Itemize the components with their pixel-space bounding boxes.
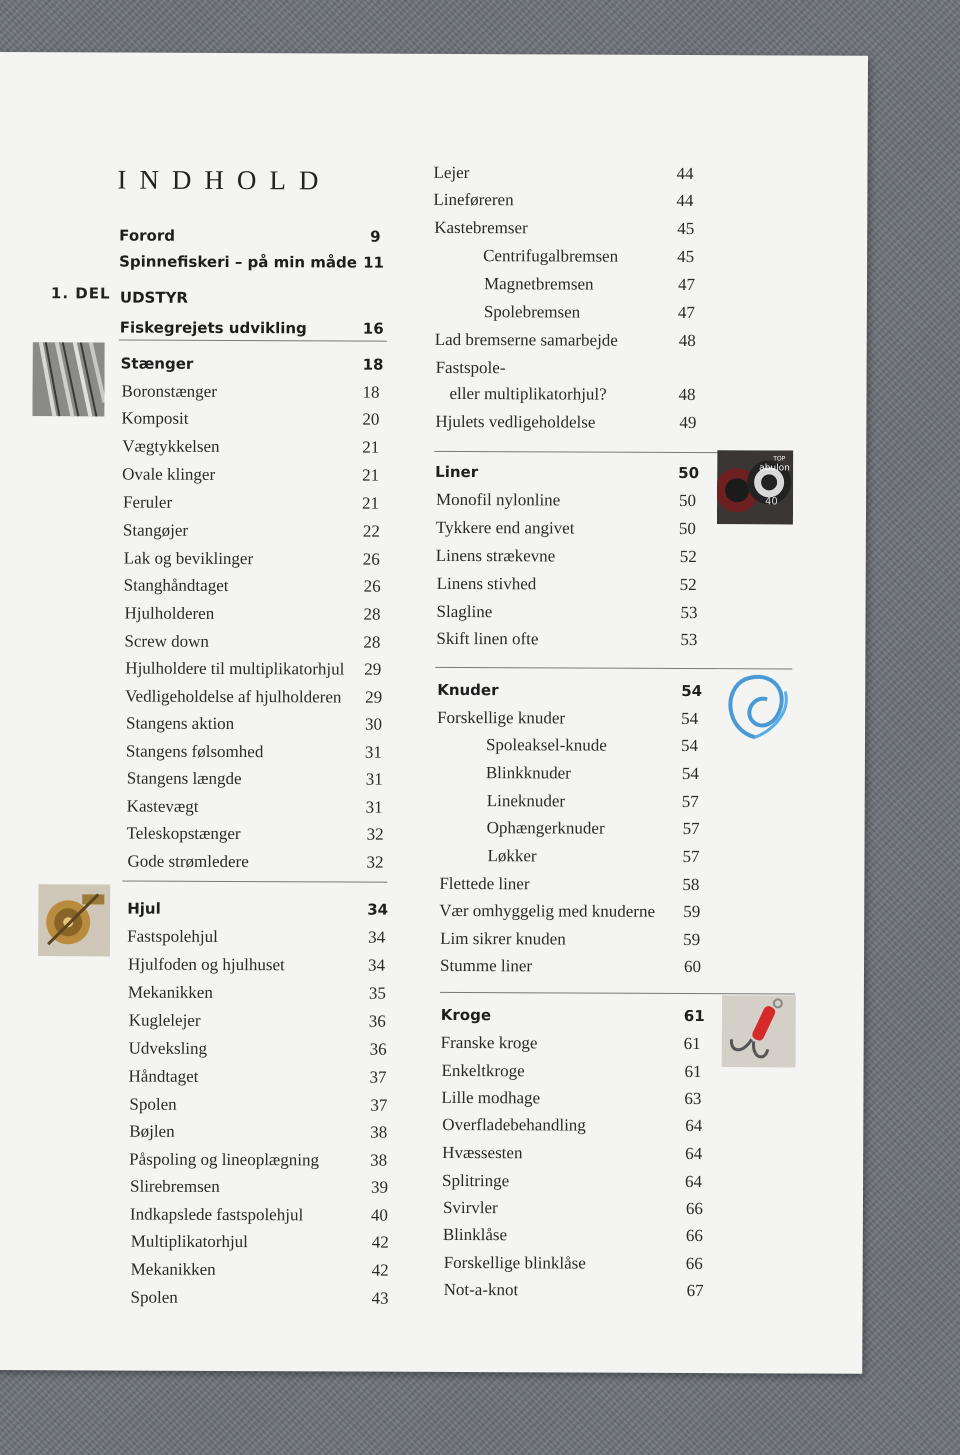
- toc-entry-page: 18: [362, 355, 384, 374]
- toc-entry-page: 34: [368, 927, 386, 947]
- toc-entry-page: 66: [685, 1199, 704, 1219]
- toc-entry-label: Lineknuder: [486, 791, 566, 811]
- toc-entry: [0, 869, 856, 899]
- toc-entry-label: Lad bremserne samarbejde: [434, 329, 618, 350]
- toc-entry-page: 60: [683, 956, 702, 977]
- toc-entry-page: 20: [362, 409, 380, 429]
- toc-entry-page: 18: [362, 382, 380, 402]
- toc-entry: [0, 758, 857, 788]
- toc-entry: [0, 297, 859, 327]
- toc-entry-label: Tykkere end angivet: [435, 517, 575, 538]
- toc-entry-label: Overfladebehandling: [442, 1114, 586, 1135]
- line-spool-image: [717, 450, 793, 524]
- toc-entry-label: Lille modhage: [441, 1087, 541, 1108]
- toc-entry-label: Blinklåse: [442, 1224, 508, 1245]
- toc-entry-label: Komposit: [121, 408, 189, 428]
- toc-entry-label: Hvæssesten: [442, 1142, 523, 1163]
- toc-entry-label: Løkker: [487, 846, 537, 866]
- toc-entry-page: 21: [362, 465, 380, 485]
- toc-entry-label: eller multiplikatorhjul?: [449, 383, 607, 404]
- toc-entry: [0, 813, 857, 843]
- toc-entry-label: Stumme liner: [439, 955, 533, 976]
- toc-entry-label: Lineføreren: [433, 189, 514, 210]
- toc-entry: [0, 241, 859, 271]
- toc-entry-label: Fastspole-: [435, 357, 506, 378]
- toc-entry-label: Mekanikken: [127, 982, 213, 1002]
- toc-entry: [0, 624, 857, 654]
- toc-entry-label: Blinkknuder: [485, 763, 571, 783]
- toc-entry-label: Indkapslede fastspolehjul: [129, 1204, 304, 1225]
- toc-entry: [0, 185, 859, 215]
- toc-entry-label: Slagline: [436, 601, 493, 622]
- toc-entry-page: 34: [367, 900, 389, 919]
- toc-entry: [0, 353, 859, 383]
- toc-entry-page: 48: [678, 330, 696, 351]
- toc-entry-page: 35: [368, 983, 386, 1003]
- toc-entry-label: Kastevægt: [126, 796, 199, 816]
- toc-entry-page: 49: [679, 412, 697, 433]
- toc-entry-label: Flettede liner: [439, 873, 530, 894]
- toc-entry-page: 31: [365, 797, 383, 817]
- toc-entry: [0, 379, 859, 409]
- toc-entry-page: 40: [370, 1205, 388, 1225]
- page-title: INDHOLD: [117, 164, 332, 196]
- toc-entry-page: 61: [684, 1061, 702, 1082]
- toc-entry-page: 61: [683, 1006, 705, 1026]
- toc-entry-label: Liner: [435, 462, 479, 482]
- toc-entry-label: Svirvler: [442, 1197, 498, 1218]
- toc-entry-label: Forord: [119, 226, 176, 245]
- toc-entry-page: 21: [362, 437, 380, 457]
- toc-entry-label: Ophængerknuder: [486, 818, 605, 838]
- toc-entry-label: Mekanikken: [130, 1259, 216, 1279]
- toc-entry: [0, 158, 860, 188]
- toc-entry-label: Spolen: [129, 1094, 177, 1114]
- toc-entry-page: 59: [683, 901, 701, 922]
- toc-entry: [0, 569, 858, 599]
- toc-entry-page: 61: [683, 1033, 701, 1054]
- toc-entry-label: Hjulfoden og hjulhuset: [127, 954, 285, 975]
- toc-entry: [0, 924, 856, 954]
- toc-entry-page: 57: [682, 846, 700, 867]
- toc-entry-page: 53: [680, 629, 698, 650]
- toc-entry-label: Hjulholderen: [124, 603, 215, 623]
- toc-entry-page: 29: [365, 687, 383, 707]
- toc-entry: [0, 1220, 855, 1250]
- toc-entry: [0, 841, 857, 871]
- toc-entry-label: Screw down: [124, 631, 209, 651]
- toc-entry-label: Teleskopstænger: [126, 823, 241, 844]
- toc-entry-page: 57: [682, 818, 700, 839]
- toc-entry-label: Forskellige knuder: [437, 707, 566, 728]
- toc-entry-label: Magnetbremsen: [483, 274, 594, 294]
- toc-entry-label: Vægtykkelsen: [122, 436, 220, 456]
- toc-entry-label: Stanghåndtaget: [123, 575, 229, 596]
- rods-image: [32, 342, 104, 416]
- toc-entry-page: 64: [685, 1172, 703, 1192]
- toc-entry: [0, 407, 858, 437]
- toc-entry-label: Splitringe: [442, 1170, 510, 1191]
- toc-entry-page: 47: [677, 274, 696, 295]
- toc-entry-page: 31: [364, 742, 382, 762]
- toc-entry-label: Franske kroge: [440, 1032, 538, 1053]
- toc-entry-label: Monofil nylonline: [436, 489, 561, 510]
- toc-entry-page: 54: [680, 735, 699, 756]
- toc-entry-page: 53: [680, 602, 698, 623]
- book-page: [0, 52, 868, 1374]
- toc-entry-page: 37: [370, 1095, 388, 1115]
- toc-entry-page: 29: [364, 659, 382, 679]
- toc-entry-label: Påspoling og lineoplægning: [129, 1149, 320, 1170]
- reel-label-brand: abulon: [759, 463, 790, 474]
- toc-entry-label: Gode strømledere: [127, 851, 249, 872]
- toc-entry-page: 32: [366, 852, 384, 872]
- toc-entry-page: 64: [685, 1116, 703, 1136]
- toc-entry-page: 9: [370, 227, 381, 246]
- toc-entry-page: 66: [685, 1254, 703, 1274]
- reel-label-number: 40: [765, 496, 778, 508]
- toc-entry: [0, 541, 858, 571]
- toc-entry-page: 31: [365, 769, 383, 789]
- toc-entry-page: 16: [362, 319, 384, 338]
- toc-entry-label: Slirebremsen: [130, 1176, 220, 1196]
- toc-entry-page: 26: [362, 549, 380, 569]
- toc-entry-label: Enkeltkroge: [441, 1060, 525, 1081]
- toc-entry-label: Stangens følsomhed: [125, 741, 264, 762]
- toc-entry-page: 64: [685, 1144, 703, 1164]
- toc-entry-page: 54: [681, 681, 703, 701]
- toc-entry-label: Udveksling: [128, 1038, 208, 1058]
- toc-entry-label: Spinnefiskeri – på min måde: [119, 252, 358, 272]
- toc-entry: [0, 951, 856, 981]
- toc-entry-label: Lejer: [433, 162, 470, 183]
- toc-entry-page: 54: [681, 708, 699, 729]
- toc-entry-label: Stangøjer: [122, 520, 189, 540]
- toc-entry-page: 50: [678, 463, 700, 483]
- toc-entry-page: 44: [676, 163, 694, 184]
- toc-entry-page: 67: [686, 1281, 704, 1301]
- toc-entry-label: Stænger: [120, 354, 194, 373]
- knot-image: [715, 669, 795, 745]
- toc-entry-page: 26: [363, 576, 381, 596]
- toc-entry-page: 44: [676, 190, 694, 211]
- toc-entry-page: 59: [683, 929, 701, 950]
- toc-entry: [0, 1138, 855, 1168]
- toc-entry-label: Knuder: [437, 680, 499, 700]
- toc-entry-label: Skift linen ofte: [436, 628, 539, 649]
- toc-entry-label: Hjul: [127, 899, 161, 918]
- toc-entry-label: Vedligeholdelse af hjulholderen: [125, 686, 342, 707]
- toc-entry-page: 50: [679, 490, 697, 511]
- toc-entry-label: Kastebremser: [434, 217, 528, 238]
- toc-entry-label: Not-a-knot: [443, 1279, 519, 1300]
- toc-entry: [0, 213, 859, 243]
- toc-entry-label: Spolen: [130, 1287, 178, 1307]
- reel-image: [38, 884, 110, 956]
- toc-entry-page: 34: [367, 955, 386, 975]
- toc-entry-page: 28: [363, 604, 381, 624]
- toc-entry-page: 54: [681, 763, 699, 784]
- toc-entry-page: 32: [366, 824, 384, 844]
- toc-entry-page: 30: [365, 714, 383, 734]
- toc-entry-page: 63: [684, 1088, 702, 1109]
- reel-label-top: TOP: [773, 455, 786, 463]
- toc-entry-page: 66: [685, 1226, 703, 1246]
- toc-entry-label: UDSTYR: [119, 288, 189, 307]
- toc-entry-label: Linens strækevne: [435, 545, 556, 566]
- toc-entry: [0, 1248, 855, 1278]
- toc-entry-label: Multiplikatorhjul: [130, 1231, 248, 1252]
- hook-image: [722, 995, 796, 1067]
- toc-entry: [0, 786, 857, 816]
- toc-entry-page: 57: [681, 791, 699, 812]
- toc-entry-page: 11: [363, 253, 384, 272]
- toc-entry-page: 36: [368, 1011, 386, 1031]
- toc-entry-label: Hjulets vedligeholdelse: [435, 411, 596, 432]
- toc-entry: [0, 597, 858, 627]
- toc-entry: [0, 1166, 855, 1196]
- toc-entry: [0, 896, 856, 926]
- toc-entry-label: Feruler: [122, 492, 173, 512]
- toc-entry-page: 38: [370, 1150, 388, 1170]
- toc-entry-label: Håndtaget: [128, 1066, 199, 1086]
- toc-entry-label: Bøjlen: [129, 1121, 175, 1141]
- toc-entry: [0, 1193, 855, 1223]
- toc-entry: [0, 1110, 855, 1140]
- toc-entry-page: 37: [369, 1067, 387, 1087]
- toc-entry: [0, 269, 859, 299]
- toc-entry-page: 28: [363, 632, 381, 652]
- toc-entry-label: Kroge: [440, 1005, 492, 1025]
- toc-entry-label: Linens stivhed: [436, 573, 537, 594]
- toc-entry-label: Spolebremsen: [483, 302, 581, 322]
- toc-entry-page: 42: [371, 1260, 389, 1280]
- part-number: 1. DEL: [50, 284, 111, 303]
- toc-entry-page: 58: [682, 874, 700, 895]
- toc-entry: [0, 1275, 855, 1305]
- toc-entry-label: Ovale klinger: [122, 464, 216, 484]
- toc-entry-page: 42: [371, 1232, 389, 1252]
- toc-entry-label: Hjulholdere til multiplikatorhjul: [125, 658, 345, 679]
- toc-entry-page: 52: [679, 546, 697, 567]
- toc-entry-label: Spoleaksel-knude: [485, 735, 607, 755]
- toc-entry-page: 52: [679, 574, 697, 595]
- toc-entry: [0, 1083, 855, 1113]
- toc-entry-page: 22: [362, 521, 380, 541]
- toc-entry-label: Stangens længde: [126, 768, 242, 789]
- toc-entry-label: Vær omhyggelig med knuderne: [439, 900, 656, 921]
- toc-entry-page: 45: [677, 246, 695, 267]
- toc-entry-page: 47: [677, 302, 695, 323]
- toc-entry-page: 21: [361, 493, 380, 513]
- toc-entry-label: Lak og beviklinger: [123, 548, 254, 569]
- toc-entry-page: 50: [678, 518, 696, 539]
- toc-entry-page: 45: [677, 218, 695, 239]
- toc-entry-label: Forskellige blinklåse: [443, 1252, 586, 1273]
- toc-entry-label: Lim sikrer knuden: [440, 928, 566, 949]
- toc-entry-label: Centrifugalbremsen: [483, 246, 619, 266]
- toc-entry-page: 39: [371, 1177, 389, 1197]
- toc-entry-page: 38: [370, 1122, 388, 1142]
- toc-entry-label: Stangens aktion: [126, 713, 235, 734]
- toc-entry-label: Kuglelejer: [128, 1010, 201, 1030]
- toc-entry-page: 48: [678, 384, 696, 405]
- toc-entry-page: 43: [371, 1288, 389, 1308]
- toc-entry-label: Fastspolehjul: [127, 926, 218, 946]
- toc-entry-label: Fiskegrejets udvikling: [119, 318, 307, 338]
- toc-entry-label: Boronstænger: [121, 381, 217, 401]
- toc-entry-page: 36: [369, 1039, 387, 1059]
